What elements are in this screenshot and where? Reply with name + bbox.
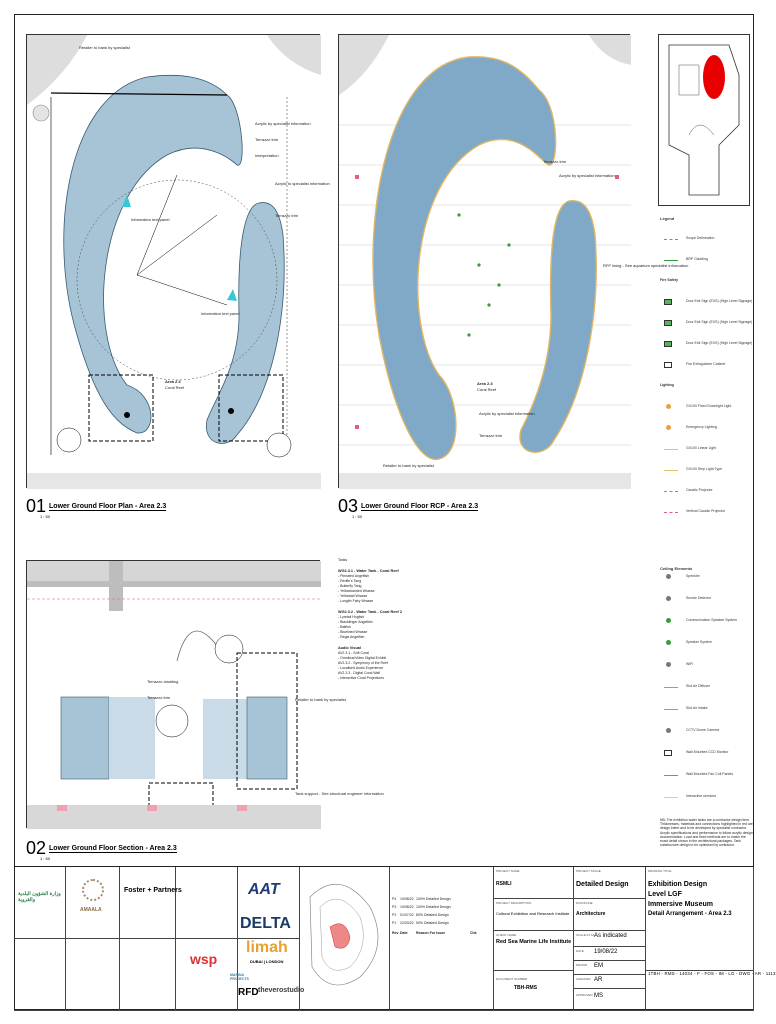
plan-label-1: Retailer to bank by specialist [79,45,130,50]
legend-row [664,572,764,582]
drawing-code: 1TBH - RMS - 14034 - F - FOS - IM - LG - DWG - AR - 1113 [648,971,776,976]
marina-logo: MARINA PROJECTS [230,973,249,981]
plan-title: 01 Lower Ground Floor Plan - Area 2.3 1 : 50 [26,496,167,519]
note-line: - Longfin Fairy Wrasse [338,599,374,603]
legend-title: Legend [660,216,675,221]
design-note: NB: The exhibition water tanks are a contractor design item. Thicknesses, materials and connections highlighted in red are design intent and to be developed by specialist contractor. Acrylic specifications and performance to follow acrylic design documentation. Load and fixed methods are to match the exact detail shown in the architectural packages. Tank substructure design to be optimised by contractor. [660,818,753,848]
scale-value: As indicated [594,933,627,939]
legend-row [664,423,764,433]
revision-rev: P1 [392,921,397,925]
legend-symbol [666,662,671,667]
legend-symbol [664,299,672,305]
foster-logo: Foster + Partners [124,887,182,894]
note-line: AV2.3.1 - Soft Coral [338,651,369,655]
revision-date: 01/07/22 [400,913,414,917]
revision-header: Chk [470,931,477,935]
legend-symbol [664,341,672,347]
legend-row [660,276,764,286]
document-number: TBH-RMS [514,985,538,991]
legend-row [664,770,764,780]
drawing-title-1: Exhibition Design [648,881,708,888]
section-label-2: Terrazzo trim [147,695,171,700]
client-logo-arabic: وزارة الشؤون البلدية والقروية [18,891,61,903]
limah-logo: limah [246,939,288,956]
note-line: - Yellowtail Wrasse [338,594,368,598]
legend-row [664,748,764,758]
rcp-label-1: Terrazzo trim [543,159,567,164]
section-title: 02 Lower Ground Floor Section - Area 2.3 1 : 50 [26,838,177,861]
legend-symbol [666,640,671,645]
amaala-logo: AMAALA [80,907,102,913]
legend-symbol [664,512,678,513]
rcp-label-6: Retailer to bank by specialist [383,463,434,468]
legend-symbol [664,775,678,776]
note-line: - Redfin's Tang [338,579,362,583]
legend-label: Fire Safety [660,278,678,282]
revision-header: Rev [392,931,399,935]
legend-symbol [664,491,678,492]
legend-label: Communication Speaker System [686,618,737,622]
approved-by: MS [594,993,603,999]
plan-label-4: Interpretation [255,153,279,158]
note-line: AV2.3.2 - Symphony of the Reef [338,661,388,665]
legend-row [664,255,764,265]
legend-label: Emergency Lighting [686,425,717,429]
revision-header: Date [400,931,408,935]
legend-label: GX100 Linear Light [686,446,717,450]
wsp-logo: wsp [190,951,218,967]
legend-row [664,660,764,670]
legend-label: Wall Mounted Fan Coil Panels [686,772,733,776]
legend-symbol [666,425,671,430]
project-stage: Detailed Design [576,881,629,888]
drawing-title-2: Level LGF [648,891,682,898]
checked-by: AR [594,977,603,983]
legend-row [664,402,764,412]
legend-label: CCTV Dome Camera [686,728,720,732]
section-label-1: Terrazzo cladding [147,679,179,684]
legend-symbol [664,470,678,471]
legend-label: GX100 Strip Light Type [686,467,723,471]
rcp-label-2: Acrylic by specialist information [559,173,615,178]
revision-rev: P3 [392,905,397,909]
rcp-label-4: Acrylic by specialist information [479,411,535,416]
legend-label: Vertical Caustic Projector [686,509,726,513]
plan-area-sub: Coral Reef [165,385,185,390]
site-location-map [300,867,390,1011]
drawing-title-3: Immersive Museum [648,901,713,908]
project-description: Cultural Exhibition and Research Institute [496,911,570,916]
legend-symbol [664,260,678,261]
project-name: RSMLI [496,881,512,887]
section-drawing [27,561,321,829]
legend-row [660,381,764,391]
legend-label: Speaker System [686,640,712,644]
legend-row [664,318,764,328]
revision-table [390,867,494,1011]
legend-symbol [664,750,672,756]
revision-date: 22/03/22 [400,921,414,925]
note-line: - Blackfinger Angelfish [338,620,373,624]
legend-row [664,638,764,648]
note-line: - Lyretail Hogfish [338,615,365,619]
rcp-label-3: RFP lining - See aquarium specialist information [603,263,689,268]
legend-symbol [666,574,671,579]
legend-row [664,444,764,454]
note-line: - Butterfly Tang [338,584,362,588]
legend-label: Door Exit Sign (EXS) (High Level Signage) [686,299,753,303]
title-block: وزارة الشؤون البلدية والقروية AMAALA Foster + Partners AAT DELTA limah DUBAI | LONDON wsp MARINA PROJECTS RFD theverostudio P4 19/08/22 100% Detailed Design P3 19/08/22 100% Detailed Design P2 01/07/22 80% Detailed Design P1 22/03/22 50% Detailed Design Rev Date Reason For Issue Chk PROJECT NAME RSMLI PROJECT STAGE Detailed Design PROJECT DESCRIPTION Cultural Exhibition and Research Institute DISCIPLINE Architecture CLIENT NAME Red Sea Marine Life Institute SCALE AT A1 As indicated DATE 19/08/22 DRAWN EM CHECKED AR DOCUMENT NUMBER TBH-RMS APPROVED MS DRAWING TITLE Exhibition Design Level LGF Immersive Museum Detail Arrangement - Area 2.3 1TBH - RMS - 14034 - F - FOS - IM - LG - DWG - AR - 1113 [14,866,754,1010]
note-line: AV2.3.3 - Digital Coral Wall [338,671,381,675]
revision-header: Reason For Issue [416,931,446,935]
plan-area-label: Area 2.3 [165,379,181,384]
tank-notes: Tanks WG2.3.1 - Water Tank - Coral Reef - Pinnated Angelfish - Redfin's Tang - Butterfly Tang - Yellowbanded Wrasse - Yellowtail Wrasse - Longfin Fairy Wrasse WG2.3.2 - Water Tank - Coral Reef 2 - Lyretail Hogfish - Blackfinger Angelfish - Batfish - Bluelined Wrasse - Regal Angelfish Audio Visual AV2.3.1 - Soft Coral - Omnibus/Video Digital Exhibit AV2.3.2 - Symphony of the Reef - Localised Audio Experience AV2.3.3 - Digital Coral Wall - Interactive Coral Projections [338,558,402,680]
section-label-3: Retailer to bank by specialist [295,697,346,702]
legend-symbol [666,404,671,409]
amaala-emblem [82,879,104,901]
note-line: - Pinnated Angelfish [338,574,370,578]
legend-row [664,486,764,496]
section-label-4: Tank support - See structural engineer information [295,791,384,796]
legend-symbol [664,687,678,688]
legend-row [664,594,764,604]
revision-rev: P2 [392,913,397,917]
legend-row [664,339,764,349]
rcp-area-sub: Coral Reef [477,387,497,392]
legend-label: Scope Delineation [686,236,715,240]
legend-row [664,297,764,307]
revision-date: 19/08/22 [400,905,414,909]
note-line: - Bluelined Wrasse [338,630,368,634]
revision-rev: P4 [392,897,397,901]
note-line: - Localised Audio Experience [338,666,384,670]
legend-label: GX100 Fixed Downlight Light [686,404,732,408]
plan-label-8: Information text panel [201,311,240,316]
legend-label: Caustic Projector [686,488,713,492]
legend-label: Interactive services [686,794,716,798]
legend-symbol [666,728,671,733]
drawn-by: EM [594,963,603,969]
legend-row [664,682,764,692]
note-line: - Interactive Coral Projections [338,676,384,680]
legend-label: WiFi [686,662,693,666]
revision-desc: 100% Detailed Design [416,905,451,909]
legend-symbol [664,797,678,798]
note-line: - Batfish [338,625,351,629]
legend-symbol [666,596,671,601]
rcp-label-5: Terrazzo trim [479,433,503,438]
revision-date: 19/08/22 [400,897,414,901]
revision-desc: 50% Detailed Design [416,921,449,925]
rcp-drawing [339,35,631,489]
legend-label: Door Exit Sign (EXS) (High Level Signage) [686,320,753,324]
limah-sub: DUBAI | LONDON [250,959,284,964]
legend-row [664,360,764,370]
legend-row [664,507,764,517]
legend-label: Slot Air Diffuser [686,684,711,688]
legend-row [664,465,764,475]
legend-symbol [664,709,678,710]
discipline: Architecture [576,911,606,917]
legend-row [664,726,764,736]
legend-label: Fire Extinguisher Cabinet [686,362,726,366]
plan-label-7: Information text panel [131,217,170,222]
legend-row [664,616,764,626]
key-plan-drawing [659,35,751,207]
revision-desc: 80% Detailed Design [416,913,449,917]
plan-label-5: Acrylic to specialist information [275,181,330,186]
key-plan [658,34,750,206]
rcp-title: 03 Lower Ground Floor RCP - Area 2.3 1 : 50 [338,496,479,519]
rfd-logo: RFD [238,987,259,998]
delta-logo: DELTA [240,915,291,932]
note-line: - Regal Angelfish [338,635,365,639]
legend-label: Wall Mounted CCD Monitor [686,750,729,754]
rcp-area-label: Area 2.3 [477,381,493,386]
legend-symbol [664,362,672,368]
plan-drawing [27,35,321,489]
legend-label: Slot Air Intake [686,706,708,710]
ceiling-title: Ceiling Elements [660,566,693,571]
legend-label: BRP Cladding [686,257,708,261]
legend-symbol [666,618,671,623]
drawing-title-4: Detail Arrangement - Area 2.3 [648,911,732,917]
legend-symbol [664,449,678,450]
legend-symbol [664,320,672,326]
legend-row [664,234,764,244]
legend-symbol [664,239,678,240]
plan-label-6: Terrazzo trim [275,213,299,218]
revision-desc: 100% Detailed Design [416,897,451,901]
plan-label-2: Acrylic by specialist information [255,121,311,126]
plan-view-panel [26,34,330,488]
legend-row [664,704,764,714]
plan-label-3: Terrazzo trim [255,137,279,142]
client-name: Red Sea Marine Life Institute [496,939,572,945]
vero-logo: theverostudio [258,987,305,994]
date-value: 19/08/22 [594,949,618,955]
legend-label: Smoke Detector [686,596,712,600]
note-line: - Yellowbanded Wrasse [338,589,375,593]
legend-row [664,792,764,802]
legend-label: Sprinkler [686,574,700,578]
legend-label: Lighting [660,383,674,387]
note-line: - Omnibus/Video Digital Exhibit [338,656,387,660]
aat-logo: AAT [248,881,280,898]
legend-label: Door Exit Sign (EXS) (High Level Signage) [686,341,753,345]
